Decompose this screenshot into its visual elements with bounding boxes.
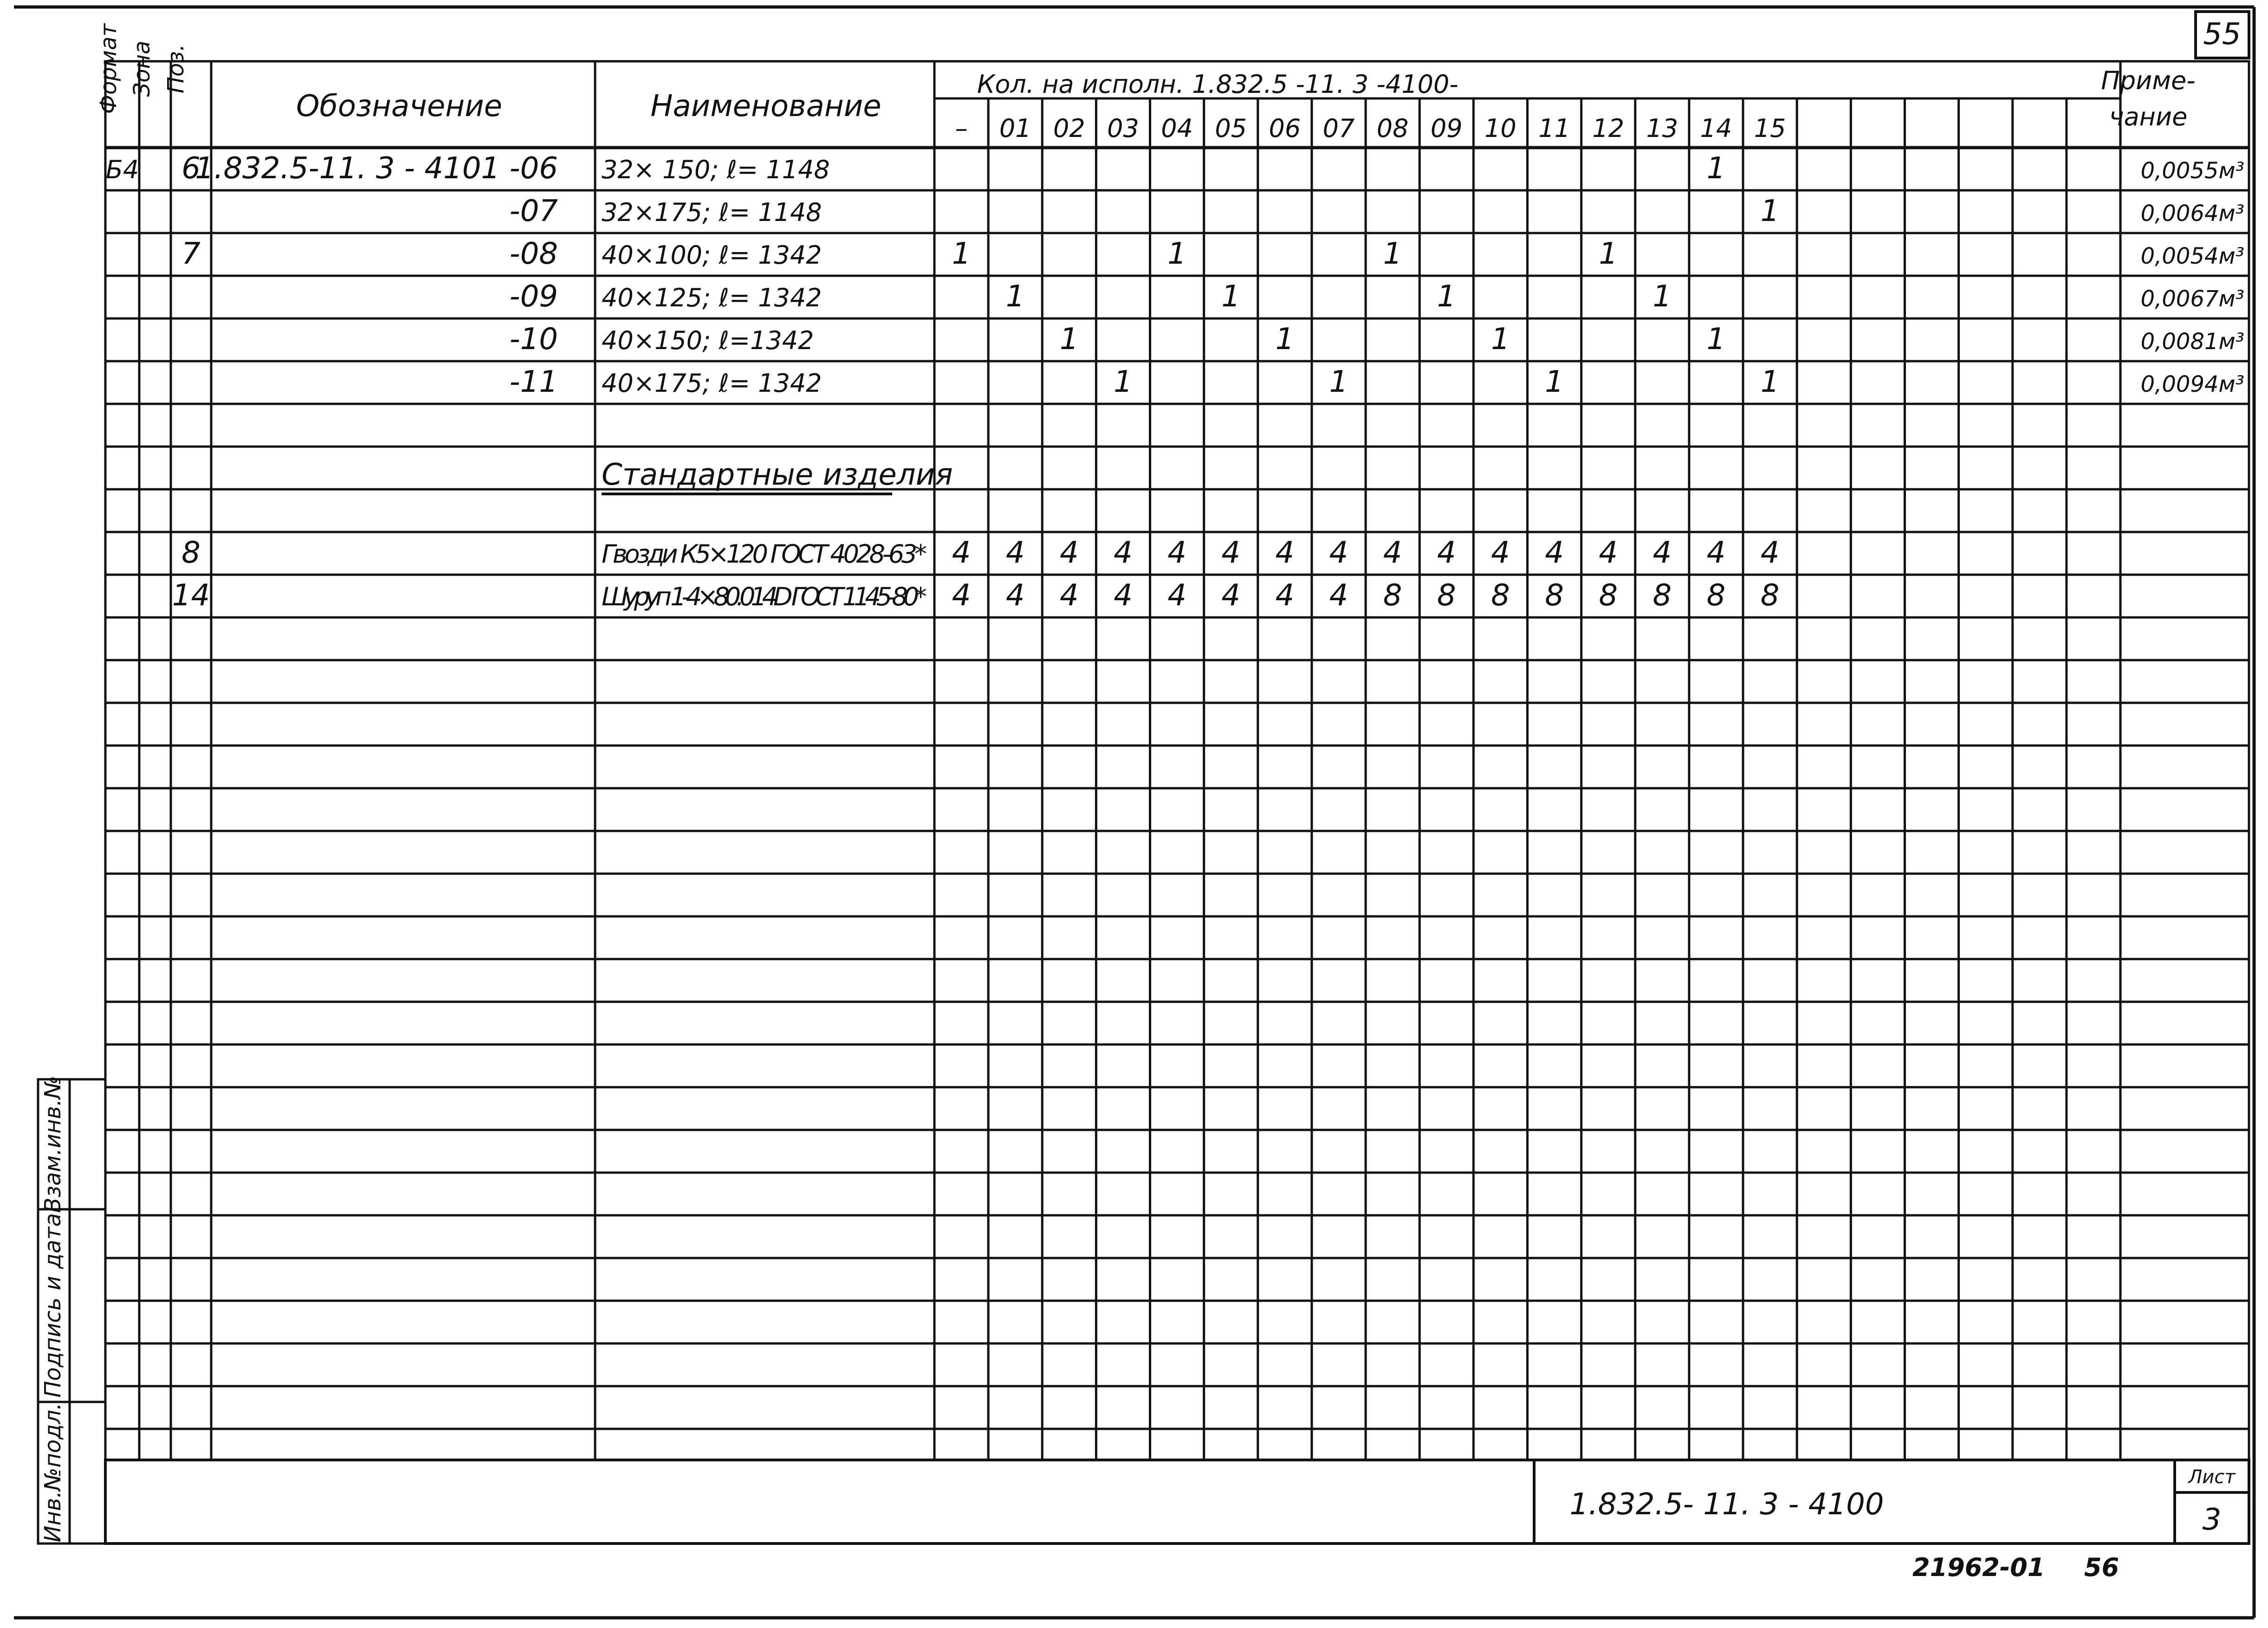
row-name: 40×100; ℓ= 1342 xyxy=(602,240,822,270)
table-row xyxy=(106,151,2244,186)
archive-code: 21962-01 xyxy=(1912,1553,2045,1582)
row-qty-cell: 1 xyxy=(1706,151,1726,186)
row-note: 0,0055м³ xyxy=(2140,158,2244,184)
row-qty-cell: 1 xyxy=(1275,322,1295,357)
exec-column-header: 04 xyxy=(1161,114,1193,143)
header-note-line2: чание xyxy=(2109,102,2188,131)
row-qty-cell: 4 xyxy=(1114,536,1133,570)
row-note: 0,0064м³ xyxy=(2140,201,2244,227)
row-qty-cell: 1 xyxy=(1652,279,1672,314)
row-qty-cell: 4 xyxy=(1706,536,1726,570)
row-qty-cell: 4 xyxy=(1437,536,1456,570)
table-row xyxy=(509,365,2244,399)
row-qty-cell: 4 xyxy=(1545,536,1564,570)
exec-column-header: 05 xyxy=(1215,114,1247,143)
row-qty-cell: 4 xyxy=(1329,536,1348,570)
exec-column-header: 14 xyxy=(1700,114,1732,143)
side-label-sign-date: Подпись и дата xyxy=(40,1213,66,1398)
row-qty-cell: 4 xyxy=(1275,578,1295,613)
exec-column-header: 08 xyxy=(1376,114,1409,143)
row-qty-cell: 4 xyxy=(1005,536,1025,570)
exec-column-header: 09 xyxy=(1430,114,1463,143)
row-note: 0,0081м³ xyxy=(2140,329,2244,355)
row-note: 0,0054м³ xyxy=(2140,243,2244,269)
table-row xyxy=(509,279,2244,314)
row-note: 0,0067м³ xyxy=(2140,286,2244,312)
row-qty-cell: 1 xyxy=(1221,279,1241,314)
row-qty-cell: 8 xyxy=(1545,578,1564,613)
row-qty-cell: 4 xyxy=(1005,578,1025,613)
row-designation: -10 xyxy=(509,322,558,357)
row-qty-cell: 1 xyxy=(1545,365,1564,399)
header-qty-title: Кол. на исполн. 1.832.5 -11. 3 -4100- xyxy=(977,70,1458,99)
row-qty-cell: 1 xyxy=(1760,365,1780,399)
header-name: Наименование xyxy=(650,89,881,123)
row-qty-cell: 8 xyxy=(1437,578,1456,613)
row-designation: -11 xyxy=(509,365,558,399)
row-pos: 7 xyxy=(181,237,201,271)
row-qty-cell: 4 xyxy=(1221,536,1241,570)
row-qty-cell: 8 xyxy=(1599,578,1618,613)
row-qty-cell: 4 xyxy=(1275,536,1295,570)
table-row xyxy=(602,458,953,494)
exec-column-header: 01 xyxy=(999,114,1031,143)
row-designation: -07 xyxy=(509,194,558,228)
row-qty-cell: 1 xyxy=(1383,237,1402,271)
row-qty-cell: 1 xyxy=(1329,365,1348,399)
page-number: 55 xyxy=(2203,17,2241,52)
exec-column-headers xyxy=(955,114,1786,143)
row-name: 32×175; ℓ= 1148 xyxy=(602,198,822,227)
exec-column-header: 13 xyxy=(1646,114,1678,143)
archive-page: 56 xyxy=(2084,1553,2119,1582)
table-row xyxy=(181,237,2244,271)
side-label-inv-orig: Инв.№подл. xyxy=(40,1402,66,1543)
table-body xyxy=(106,151,2244,613)
row-qty-cell: 4 xyxy=(1760,536,1780,570)
row-qty-cell: 1 xyxy=(1167,237,1186,271)
row-qty-cell: 4 xyxy=(1114,578,1133,613)
row-qty-cell: 1 xyxy=(1760,194,1780,228)
row-name: 32× 150; ℓ= 1148 xyxy=(602,155,830,184)
row-qty-cell: 8 xyxy=(1706,578,1726,613)
exec-column-header: – xyxy=(955,114,968,143)
side-label-interchange: Взам.инв.№ xyxy=(40,1076,66,1213)
row-qty-cell: 1 xyxy=(1005,279,1025,314)
exec-column-header: 12 xyxy=(1592,114,1625,143)
row-qty-cell: 4 xyxy=(1221,578,1241,613)
exec-column-header: 15 xyxy=(1754,114,1786,143)
row-qty-cell: 4 xyxy=(1059,536,1079,570)
table-row xyxy=(509,322,2244,357)
row-qty-cell: 4 xyxy=(1329,578,1348,613)
row-name: 40×175; ℓ= 1342 xyxy=(602,369,822,398)
row-note: 0,0094м³ xyxy=(2140,371,2244,397)
row-name: Шуруп 1-4×80.014D ГОСТ 1145-80* xyxy=(602,582,927,611)
row-qty-cell: 4 xyxy=(1059,578,1079,613)
row-qty-cell: 1 xyxy=(1114,365,1133,399)
row-qty-cell: 8 xyxy=(1760,578,1780,613)
row-qty-cell: 4 xyxy=(1167,578,1186,613)
row-designation: 1.832.5-11. 3 - 4101 -06 xyxy=(195,151,558,186)
row-qty-cell: 1 xyxy=(1059,322,1079,357)
exec-column-header: 03 xyxy=(1107,114,1139,143)
row-qty-cell: 4 xyxy=(1652,536,1672,570)
doc-code: 1.832.5- 11. 3 - 4100 xyxy=(1569,1487,1884,1522)
row-qty-cell: 4 xyxy=(1491,536,1510,570)
header-note-line1: Приме- xyxy=(2101,66,2196,95)
row-qty-cell: 8 xyxy=(1652,578,1672,613)
header-zone: Зона xyxy=(129,40,155,97)
row-pos: 6 xyxy=(181,151,201,186)
row-designation: -09 xyxy=(509,279,558,314)
exec-column-header: 07 xyxy=(1322,114,1355,143)
header-format: Формат xyxy=(96,23,122,114)
row-qty-cell: 4 xyxy=(952,578,971,613)
row-qty-cell: 1 xyxy=(1706,322,1726,357)
row-pos: 8 xyxy=(181,536,201,570)
row-pos: 14 xyxy=(172,578,210,613)
section-heading: Стандартные изделия xyxy=(602,458,953,492)
row-qty-cell: 4 xyxy=(1167,536,1186,570)
table-row xyxy=(509,194,2244,228)
row-qty-cell: 8 xyxy=(1491,578,1510,613)
exec-column-header: 11 xyxy=(1538,114,1570,143)
row-name: 40×150; ℓ=1342 xyxy=(602,326,814,355)
row-qty-cell: 1 xyxy=(1437,279,1456,314)
sheet-label: Лист xyxy=(2188,1466,2236,1488)
row-qty-cell: 8 xyxy=(1383,578,1402,613)
row-qty-cell: 1 xyxy=(1491,322,1510,357)
exec-column-header: 06 xyxy=(1269,114,1301,143)
title-block xyxy=(105,1460,2249,1544)
exec-column-header: 10 xyxy=(1484,114,1516,143)
header-pos: Поз. xyxy=(163,44,189,94)
row-qty-cell: 4 xyxy=(1383,536,1402,570)
page-number-box xyxy=(2196,12,2249,58)
header-designation: Обозначение xyxy=(296,89,503,123)
row-qty-cell: 1 xyxy=(952,237,971,271)
row-designation: -08 xyxy=(509,237,558,271)
row-qty-cell: 4 xyxy=(1599,536,1618,570)
exec-column-header: 02 xyxy=(1053,114,1085,143)
table-row xyxy=(181,536,1779,570)
row-name: Гвозди К5×120 ГОСТ 4028-63* xyxy=(602,539,927,569)
table-row xyxy=(172,578,1780,613)
row-qty-cell: 4 xyxy=(952,536,971,570)
row-qty-cell: 1 xyxy=(1599,237,1618,271)
table-header xyxy=(96,23,2196,131)
row-name: 40×125; ℓ= 1342 xyxy=(602,283,822,312)
row-format: Б4 xyxy=(105,155,139,184)
sheet-frame xyxy=(14,7,2254,1618)
sheet-number: 3 xyxy=(2202,1503,2222,1537)
